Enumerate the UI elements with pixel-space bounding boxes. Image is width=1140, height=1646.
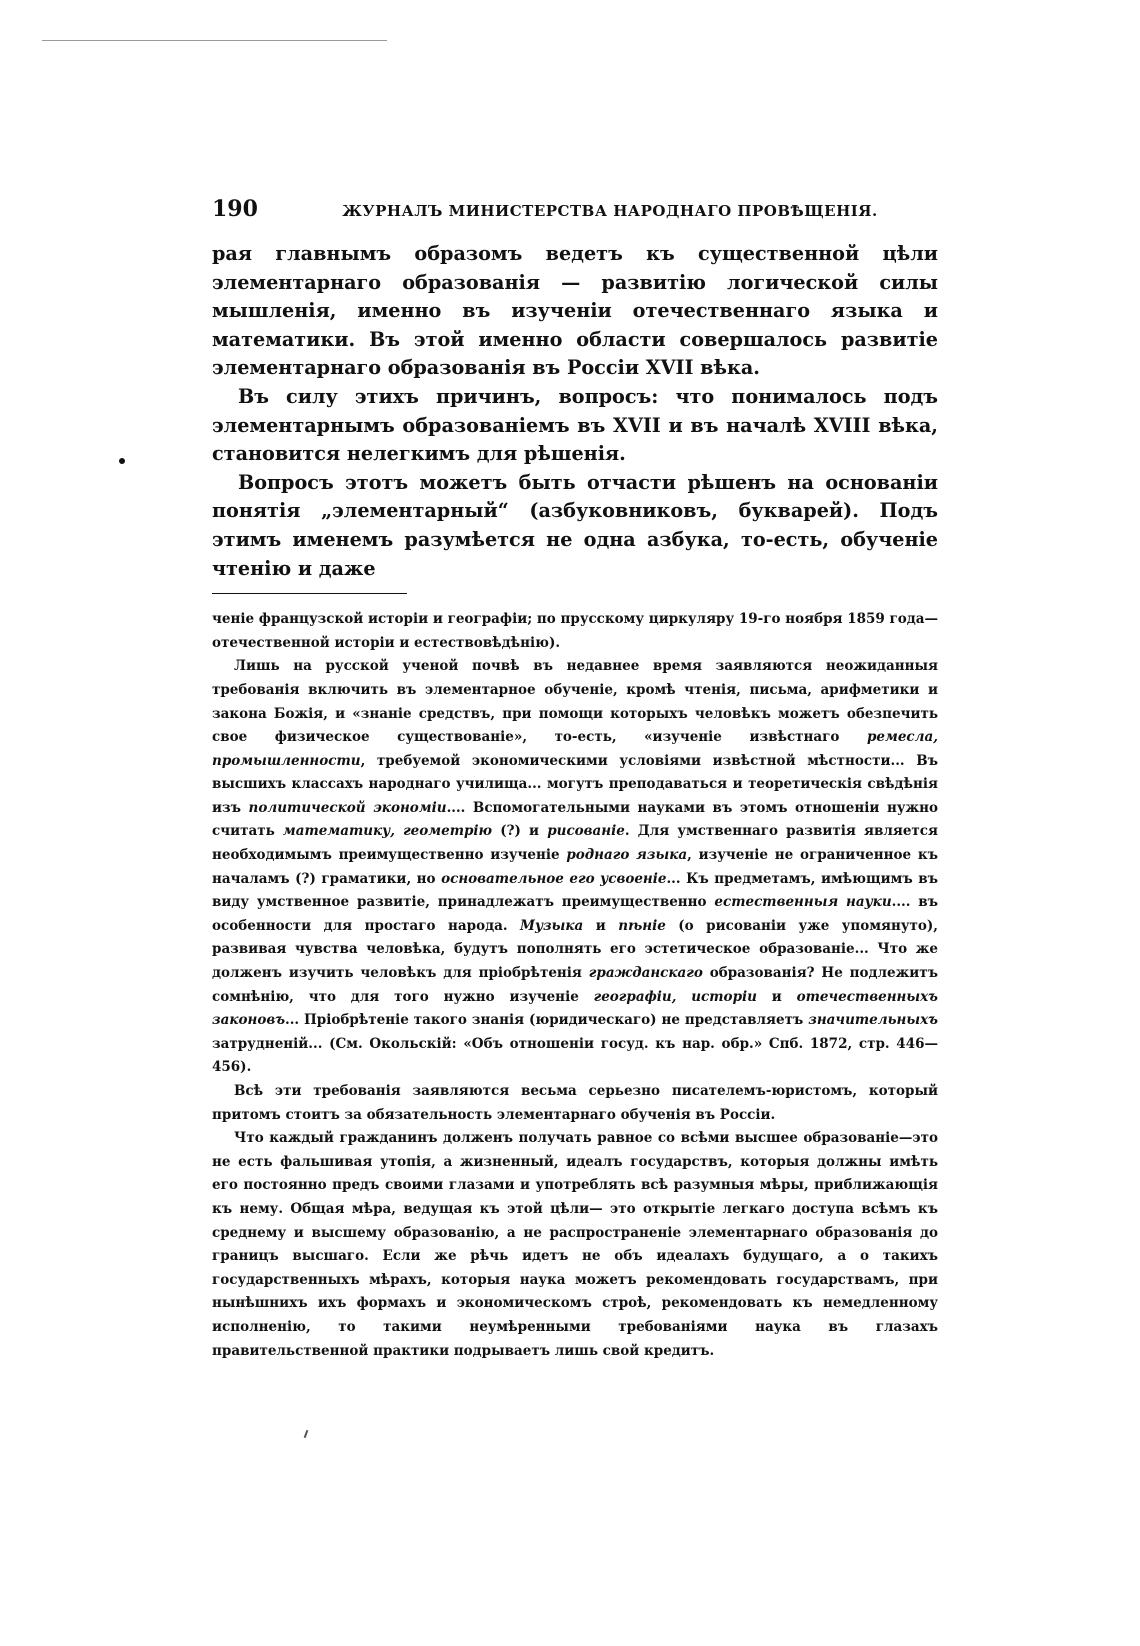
footnote-text: , изученіе не ограниченное къ началамъ (?) граматики, но xyxy=(212,847,938,887)
scan-edge-line xyxy=(42,40,387,41)
page-header xyxy=(212,196,938,222)
margin-dot xyxy=(119,458,125,464)
footnote-text: ... Къ предметамъ, имѣющимъ въ виду умственное развитіе, принадлежатъ преимущественно xyxy=(212,870,938,911)
page-number: 190 xyxy=(212,196,258,222)
footnote-text: . Для умственнаго развитія является необходимымъ преимущественно изученіе xyxy=(212,823,938,864)
footnote-italic: политической экономіи xyxy=(248,799,447,816)
footnote-text: ... Пріобрѣтеніе такого знанія (юридическаго) не представляетъ xyxy=(285,1012,809,1029)
footnote-italic: роднаго языка xyxy=(566,847,688,864)
paragraph: Въ силу этихъ причинъ, вопросъ: что понималось подъ элементарнымъ образованіемъ въ XVII и въ началѣ XVIII вѣка, становится нелегкимъ для рѣшенія. xyxy=(212,384,938,466)
footnote-italic: математику, геометрію xyxy=(282,823,493,840)
footnote-italic: естественныя науки xyxy=(714,894,892,911)
footnote-text: Лишь на русской ученой почвѣ въ недавнее время заявляются неожиданныя требованія включить въ элементарное обученіе, кромѣ чтенія, письма, арифметики и закона Божія, и «знаніе средствъ, при помощи которыхъ человѣкъ можетъ обезпечить свое физическое существованіе», то-есть, «изученіе извѣстнаго xyxy=(212,658,938,746)
footnote-italic: ремесла, промышленности xyxy=(212,729,938,769)
footnote-text: затрудненій... (См. Окольскій: «Объ отношеніи госуд. къ нар. обр.» Спб. 1872, стр. 446—456). xyxy=(212,1035,938,1076)
footnote-continuation: ченіе французской исторіи и географіи; по прусскому циркуляру 19-го ноября 1859 года—отечественной исторіи и естествовѣдѣнію). xyxy=(212,611,938,651)
paragraph-continuation: рая главнымъ образомъ ведетъ къ существенной цѣли элементарнаго образованія — развитію логической силы мышленія, именно въ изученіи отечественнаго языка и математики. Въ этой именно области совершалось развитіе элементарнаго образованія въ Россіи XVII вѣка. xyxy=(212,242,938,380)
main-text xyxy=(212,240,938,583)
footnote-text: .... въ особенности для простаго народа. xyxy=(212,894,938,934)
footnote-text: , требуемой экономическими условіями извѣстной мѣстности... Въ высшихъ классахъ народнаго училища... могутъ преподаваться и теоретическія свѣдѣнія изъ xyxy=(212,752,938,816)
footnote-paragraph xyxy=(212,655,938,1080)
footnote-italic: пѣніе xyxy=(618,917,666,934)
footnote-text: и xyxy=(583,917,619,934)
footnote-italic: значительныхъ xyxy=(808,1012,938,1029)
footnote-text: образованія? Не подлежитъ сомнѣнію, что для того нужно изученіе xyxy=(212,965,938,1005)
footnote-text: .... Вспомогательными науками въ этомъ отношеніи нужно считать xyxy=(212,799,939,840)
footnote-text: (?) и xyxy=(492,823,548,840)
footnote-paragraph: Всѣ эти требованія заявляются весьма серьезно писателемъ-юристомъ, который притомъ стоитъ за обязательность элементарнаго обученія въ Россіи. xyxy=(212,1083,938,1123)
footnote-paragraph: Что каждый гражданинъ долженъ получать равное со всѣми высшее образованіе—это не есть фальшивая утопія, а жизненный, идеалъ государствъ, которыя должны имѣть его постоянно предъ своими глазами и употреблять всѣ разумныя мѣры, приближающія къ нему. Общая мѣра, ведущая къ этой цѣли— это открытіе легкаго доступа всѣмъ къ среднему и высшему образованію, а не распространеніе элементарнаго образованія до границъ высшаго. Если же рѣчь идетъ не объ идеалахъ будущаго, а о такихъ государственныхъ мѣрахъ, которыя наука можетъ рекомендовать государствамъ, при нынѣшнихъ ихъ формахъ и экономическомъ строѣ, рекомендовать къ немедленному исполненію, то такими неумѣренными требованіями наука въ глазахъ правительственной практики подрываетъ лишь свой кредитъ. xyxy=(212,1130,938,1359)
running-head: ЖУРНАЛЪ МИНИСТЕРСТВА НАРОДНАГО ПРОВѢЩЕНІЯ. xyxy=(342,202,878,220)
footnote-italic: основательное его усвоеніе xyxy=(441,870,667,887)
footnote-italic: Музыка xyxy=(520,917,584,934)
footnote-rule xyxy=(212,593,407,594)
footnote-text: и xyxy=(756,988,797,1005)
footnote-italic: гражданскаго xyxy=(588,965,703,982)
paragraph: Вопросъ этотъ можетъ быть отчасти рѣшенъ на основаніи понятія „элементарный“ (азбуковниковъ, букварей). Подъ этимъ именемъ разумѣется не одна азбука, то-есть, обученіе чтенію и даже xyxy=(212,470,938,580)
document-page xyxy=(212,196,938,1363)
footnote-italic: отечественныхъ законовъ xyxy=(212,988,938,1029)
footnote-text: (о рисованіи уже упомянуто), развивая чувства человѣка, будутъ пополнять его эстетическое образованіе... Что же долженъ изучить человѣкъ для пріобрѣтенія xyxy=(212,917,938,982)
footnote-italic: географіи, исторіи xyxy=(593,988,757,1005)
scan-speck xyxy=(304,1430,309,1438)
footnote-italic: рисованіе xyxy=(547,823,625,840)
footnotes xyxy=(212,608,938,1363)
